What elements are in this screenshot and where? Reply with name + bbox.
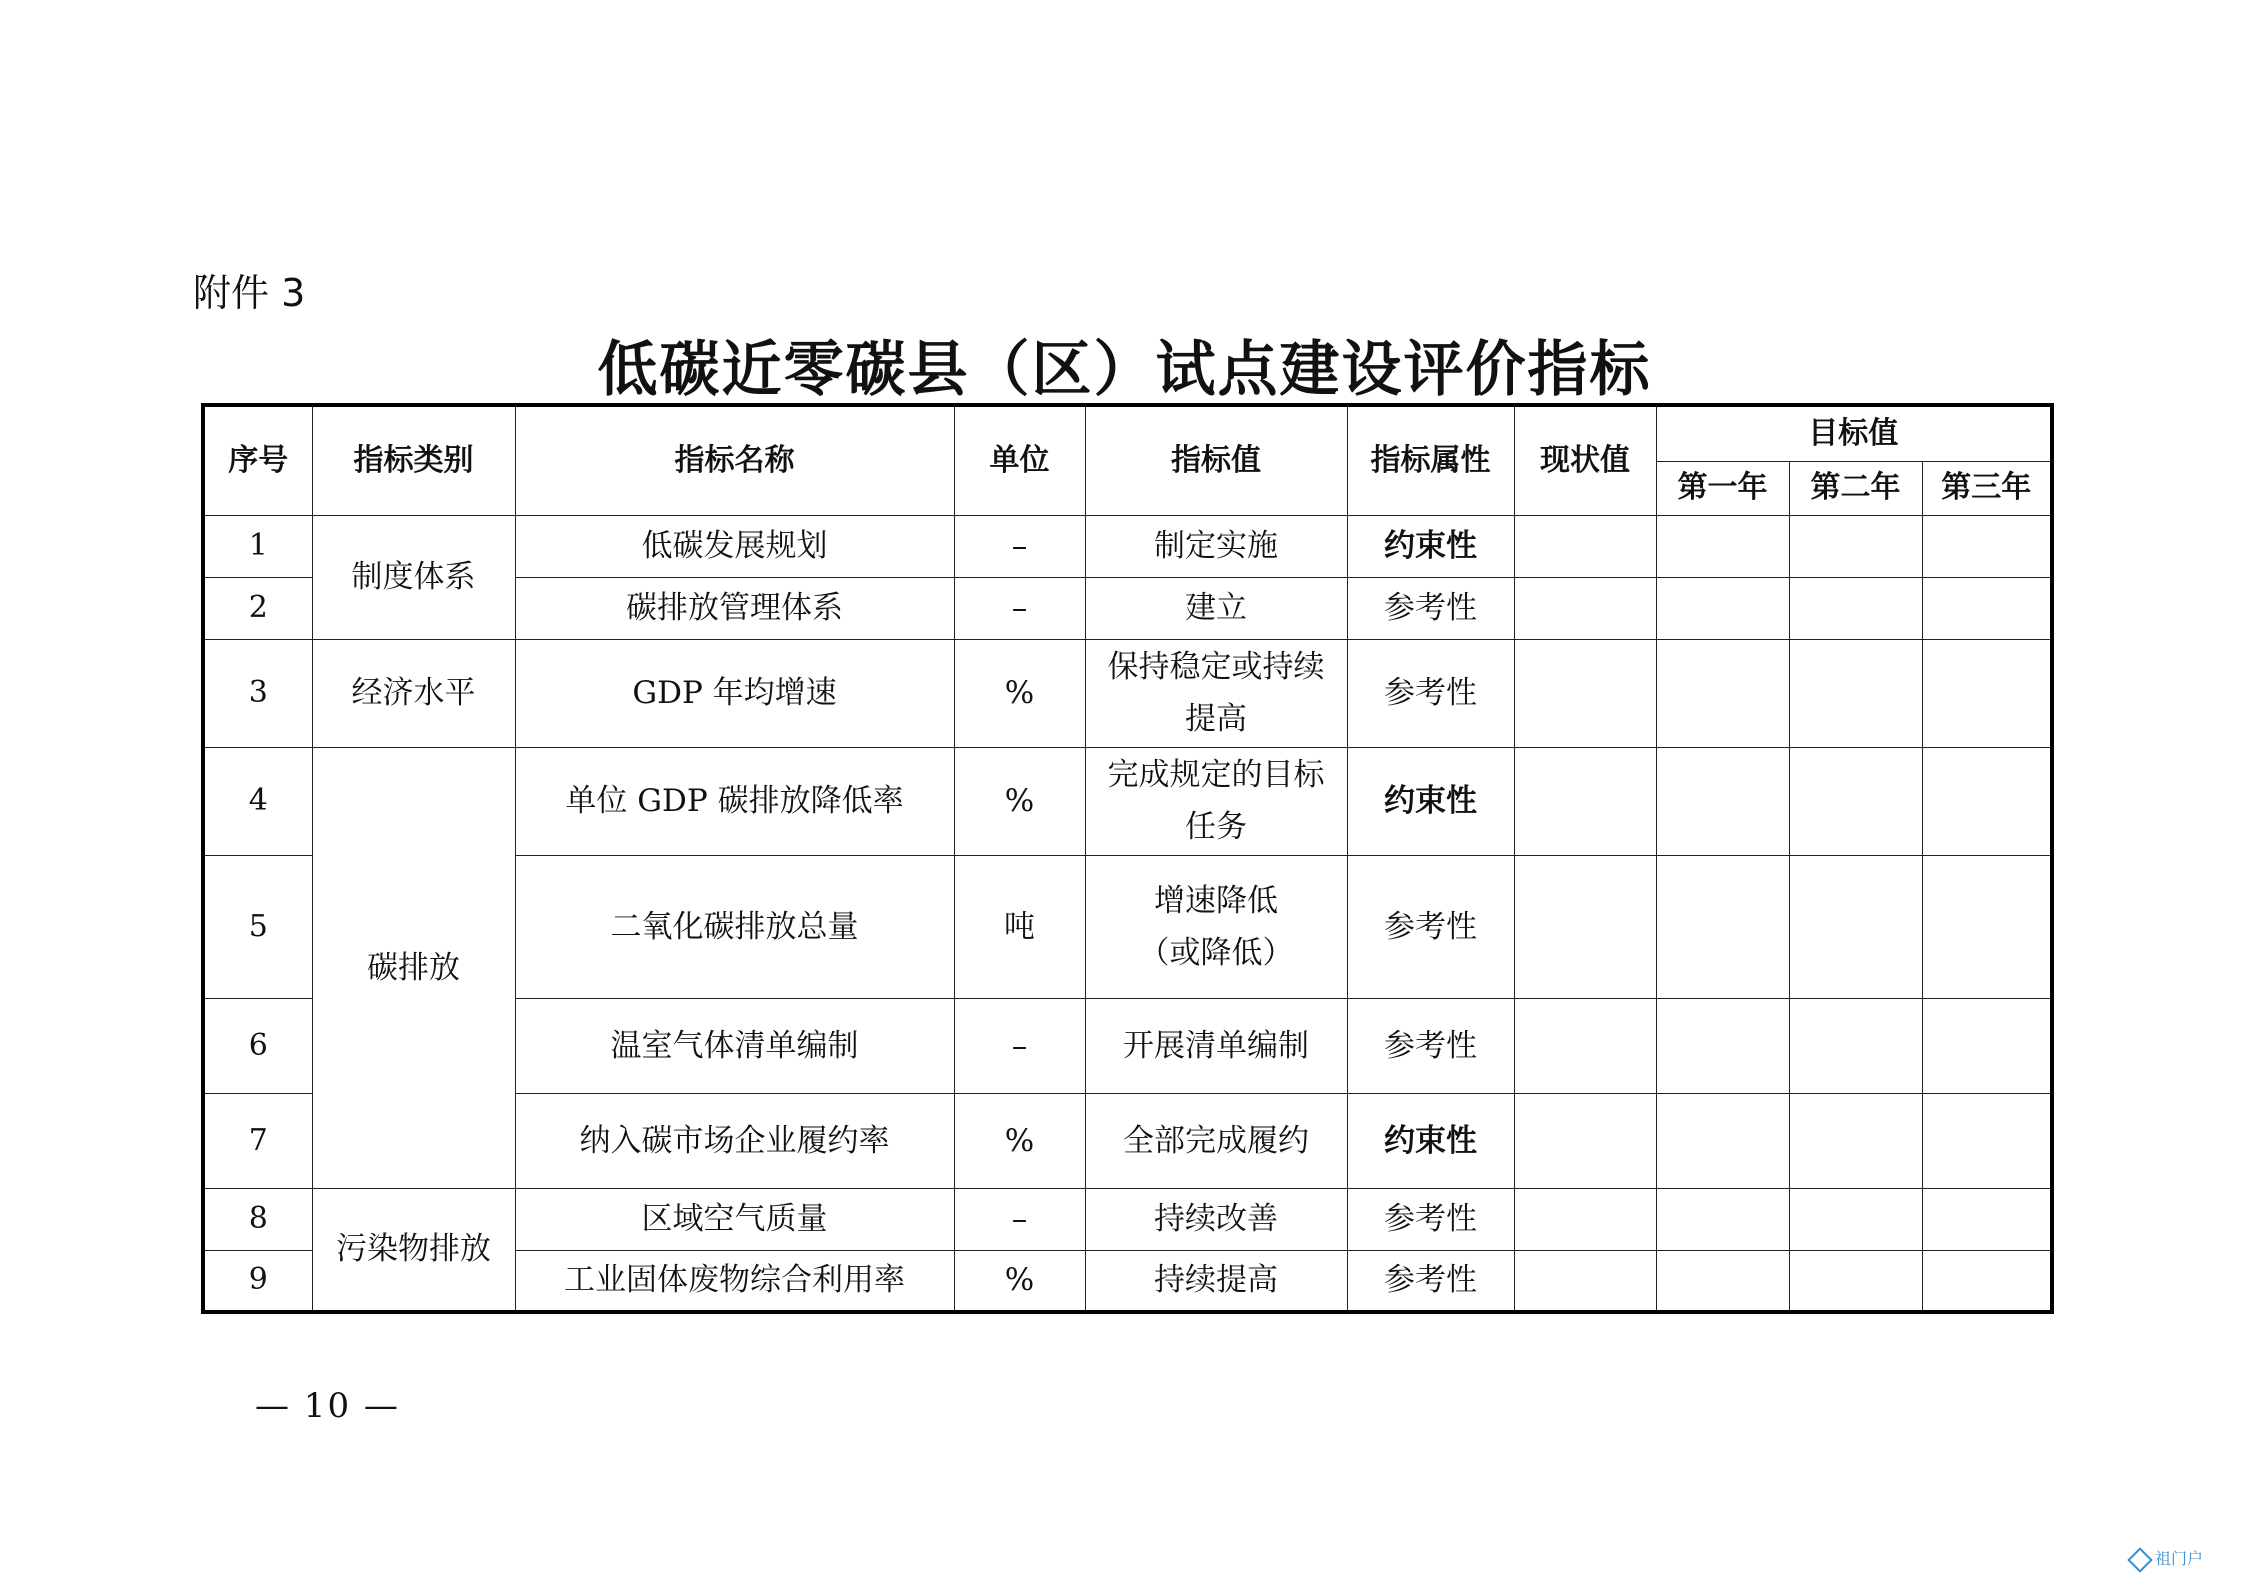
watermark [2131, 1546, 2203, 1569]
unit-cell: – [954, 577, 1085, 639]
indicator-name: 工业固体废物综合利用率 [515, 1250, 954, 1312]
target-year2-cell [1789, 1250, 1922, 1312]
attribute-cell: 参考性 [1347, 1250, 1514, 1312]
target-year3-cell [1922, 1188, 2052, 1250]
header-year2: 第二年 [1789, 461, 1922, 515]
target-year3-cell [1922, 577, 2052, 639]
attribute-cell: 参考性 [1347, 639, 1514, 747]
header-current: 现状值 [1514, 405, 1656, 515]
target-year1-cell [1656, 747, 1789, 855]
target-year2-cell [1789, 855, 1922, 998]
value-cell: 持续提高 [1085, 1250, 1347, 1312]
indicator-name: 区域空气质量 [515, 1188, 954, 1250]
target-year2-cell [1789, 515, 1922, 577]
target-year3-cell [1922, 855, 2052, 998]
indicator-name: 二氧化碳排放总量 [515, 855, 954, 998]
header-value: 指标值 [1085, 405, 1347, 515]
current-cell [1514, 998, 1656, 1093]
page-number: — 10 — [255, 1386, 400, 1426]
row-index: 7 [203, 1093, 312, 1188]
indicator-name: 低碳发展规划 [515, 515, 954, 577]
current-cell [1514, 577, 1656, 639]
target-year3-cell [1922, 998, 2052, 1093]
value-cell: 制定实施 [1085, 515, 1347, 577]
row-index: 6 [203, 998, 312, 1093]
target-year1-cell [1656, 639, 1789, 747]
target-year1-cell [1656, 577, 1789, 639]
current-cell [1514, 855, 1656, 998]
row-index: 1 [203, 515, 312, 577]
target-year2-cell [1789, 747, 1922, 855]
value-line: 保持稳定或持续 [1107, 649, 1325, 685]
row-index: 5 [203, 855, 312, 998]
category-cell: 制度体系 [312, 515, 515, 639]
header-target: 目标值 [1656, 405, 2052, 461]
document-title: 低碳近零碳县（区）试点建设评价指标 [597, 335, 1652, 405]
value-line: 增速降低 [1154, 882, 1278, 919]
value-line: 提高 [1185, 701, 1247, 737]
header-row-1 [203, 405, 2052, 461]
watermark-text: 祖门户 [2154, 1549, 2203, 1568]
row-index: 8 [203, 1188, 312, 1250]
attribute-cell: 约束性 [1347, 515, 1514, 577]
unit-cell: – [954, 515, 1085, 577]
target-year3-cell [1922, 515, 2052, 577]
header-unit: 单位 [954, 405, 1085, 515]
row-index: 2 [203, 577, 312, 639]
category-cell: 碳排放 [312, 747, 515, 1188]
unit-cell: – [954, 998, 1085, 1093]
header-attribute: 指标属性 [1347, 405, 1514, 515]
unit-cell: % [954, 1250, 1085, 1312]
current-cell [1514, 747, 1656, 855]
attribute-cell: 参考性 [1347, 1188, 1514, 1250]
value-cell [1085, 747, 1347, 855]
current-cell [1514, 639, 1656, 747]
indicator-name: 单位 GDP 碳排放降低率 [515, 747, 954, 855]
value-cell: 持续改善 [1085, 1188, 1347, 1250]
header-name: 指标名称 [515, 405, 954, 515]
watermark-logo-icon [2127, 1547, 2152, 1572]
target-year1-cell [1656, 515, 1789, 577]
value-cell: 开展清单编制 [1085, 998, 1347, 1093]
current-cell [1514, 1093, 1656, 1188]
unit-cell: % [954, 747, 1085, 855]
attachment-label: 附件 3 [193, 271, 306, 315]
table-row [203, 1188, 2052, 1250]
attribute-cell: 约束性 [1347, 1093, 1514, 1188]
target-year2-cell [1789, 998, 1922, 1093]
table-row [203, 515, 2052, 577]
target-year1-cell [1656, 998, 1789, 1093]
value-cell: 全部完成履约 [1085, 1093, 1347, 1188]
value-cell [1085, 639, 1347, 747]
indicator-name: GDP 年均增速 [515, 639, 954, 747]
target-year1-cell [1656, 1250, 1789, 1312]
unit-cell: % [954, 1093, 1085, 1188]
row-index: 3 [203, 639, 312, 747]
indicator-name: 碳排放管理体系 [515, 577, 954, 639]
value-cell [1085, 855, 1347, 998]
value-line: 完成规定的目标 [1107, 757, 1325, 793]
unit-cell: 吨 [954, 855, 1085, 998]
target-year2-cell [1789, 1093, 1922, 1188]
header-year3: 第三年 [1922, 461, 2052, 515]
target-year3-cell [1922, 639, 2052, 747]
value-cell: 建立 [1085, 577, 1347, 639]
row-index: 9 [203, 1250, 312, 1312]
attribute-cell: 约束性 [1347, 747, 1514, 855]
value-line: 任务 [1185, 809, 1247, 845]
attribute-cell: 参考性 [1347, 855, 1514, 998]
target-year1-cell [1656, 855, 1789, 998]
header-year1: 第一年 [1656, 461, 1789, 515]
target-year3-cell [1922, 1250, 2052, 1312]
value-line: （或降低） [1138, 934, 1294, 971]
current-cell [1514, 1250, 1656, 1312]
current-cell [1514, 515, 1656, 577]
target-year3-cell [1922, 1093, 2052, 1188]
header-index: 序号 [203, 405, 312, 515]
attribute-cell: 参考性 [1347, 577, 1514, 639]
attribute-cell: 参考性 [1347, 998, 1514, 1093]
current-cell [1514, 1188, 1656, 1250]
target-year1-cell [1656, 1093, 1789, 1188]
row-index: 4 [203, 747, 312, 855]
target-year2-cell [1789, 577, 1922, 639]
table-row [203, 639, 2052, 747]
category-cell: 经济水平 [312, 639, 515, 747]
header-category: 指标类别 [312, 405, 515, 515]
unit-cell: % [954, 639, 1085, 747]
table-row [203, 747, 2052, 855]
unit-cell: – [954, 1188, 1085, 1250]
target-year1-cell [1656, 1188, 1789, 1250]
category-cell: 污染物排放 [312, 1188, 515, 1312]
indicator-name: 温室气体清单编制 [515, 998, 954, 1093]
indicator-name: 纳入碳市场企业履约率 [515, 1093, 954, 1188]
indicator-table [201, 403, 2054, 1314]
target-year3-cell [1922, 747, 2052, 855]
target-year2-cell [1789, 1188, 1922, 1250]
target-year2-cell [1789, 639, 1922, 747]
